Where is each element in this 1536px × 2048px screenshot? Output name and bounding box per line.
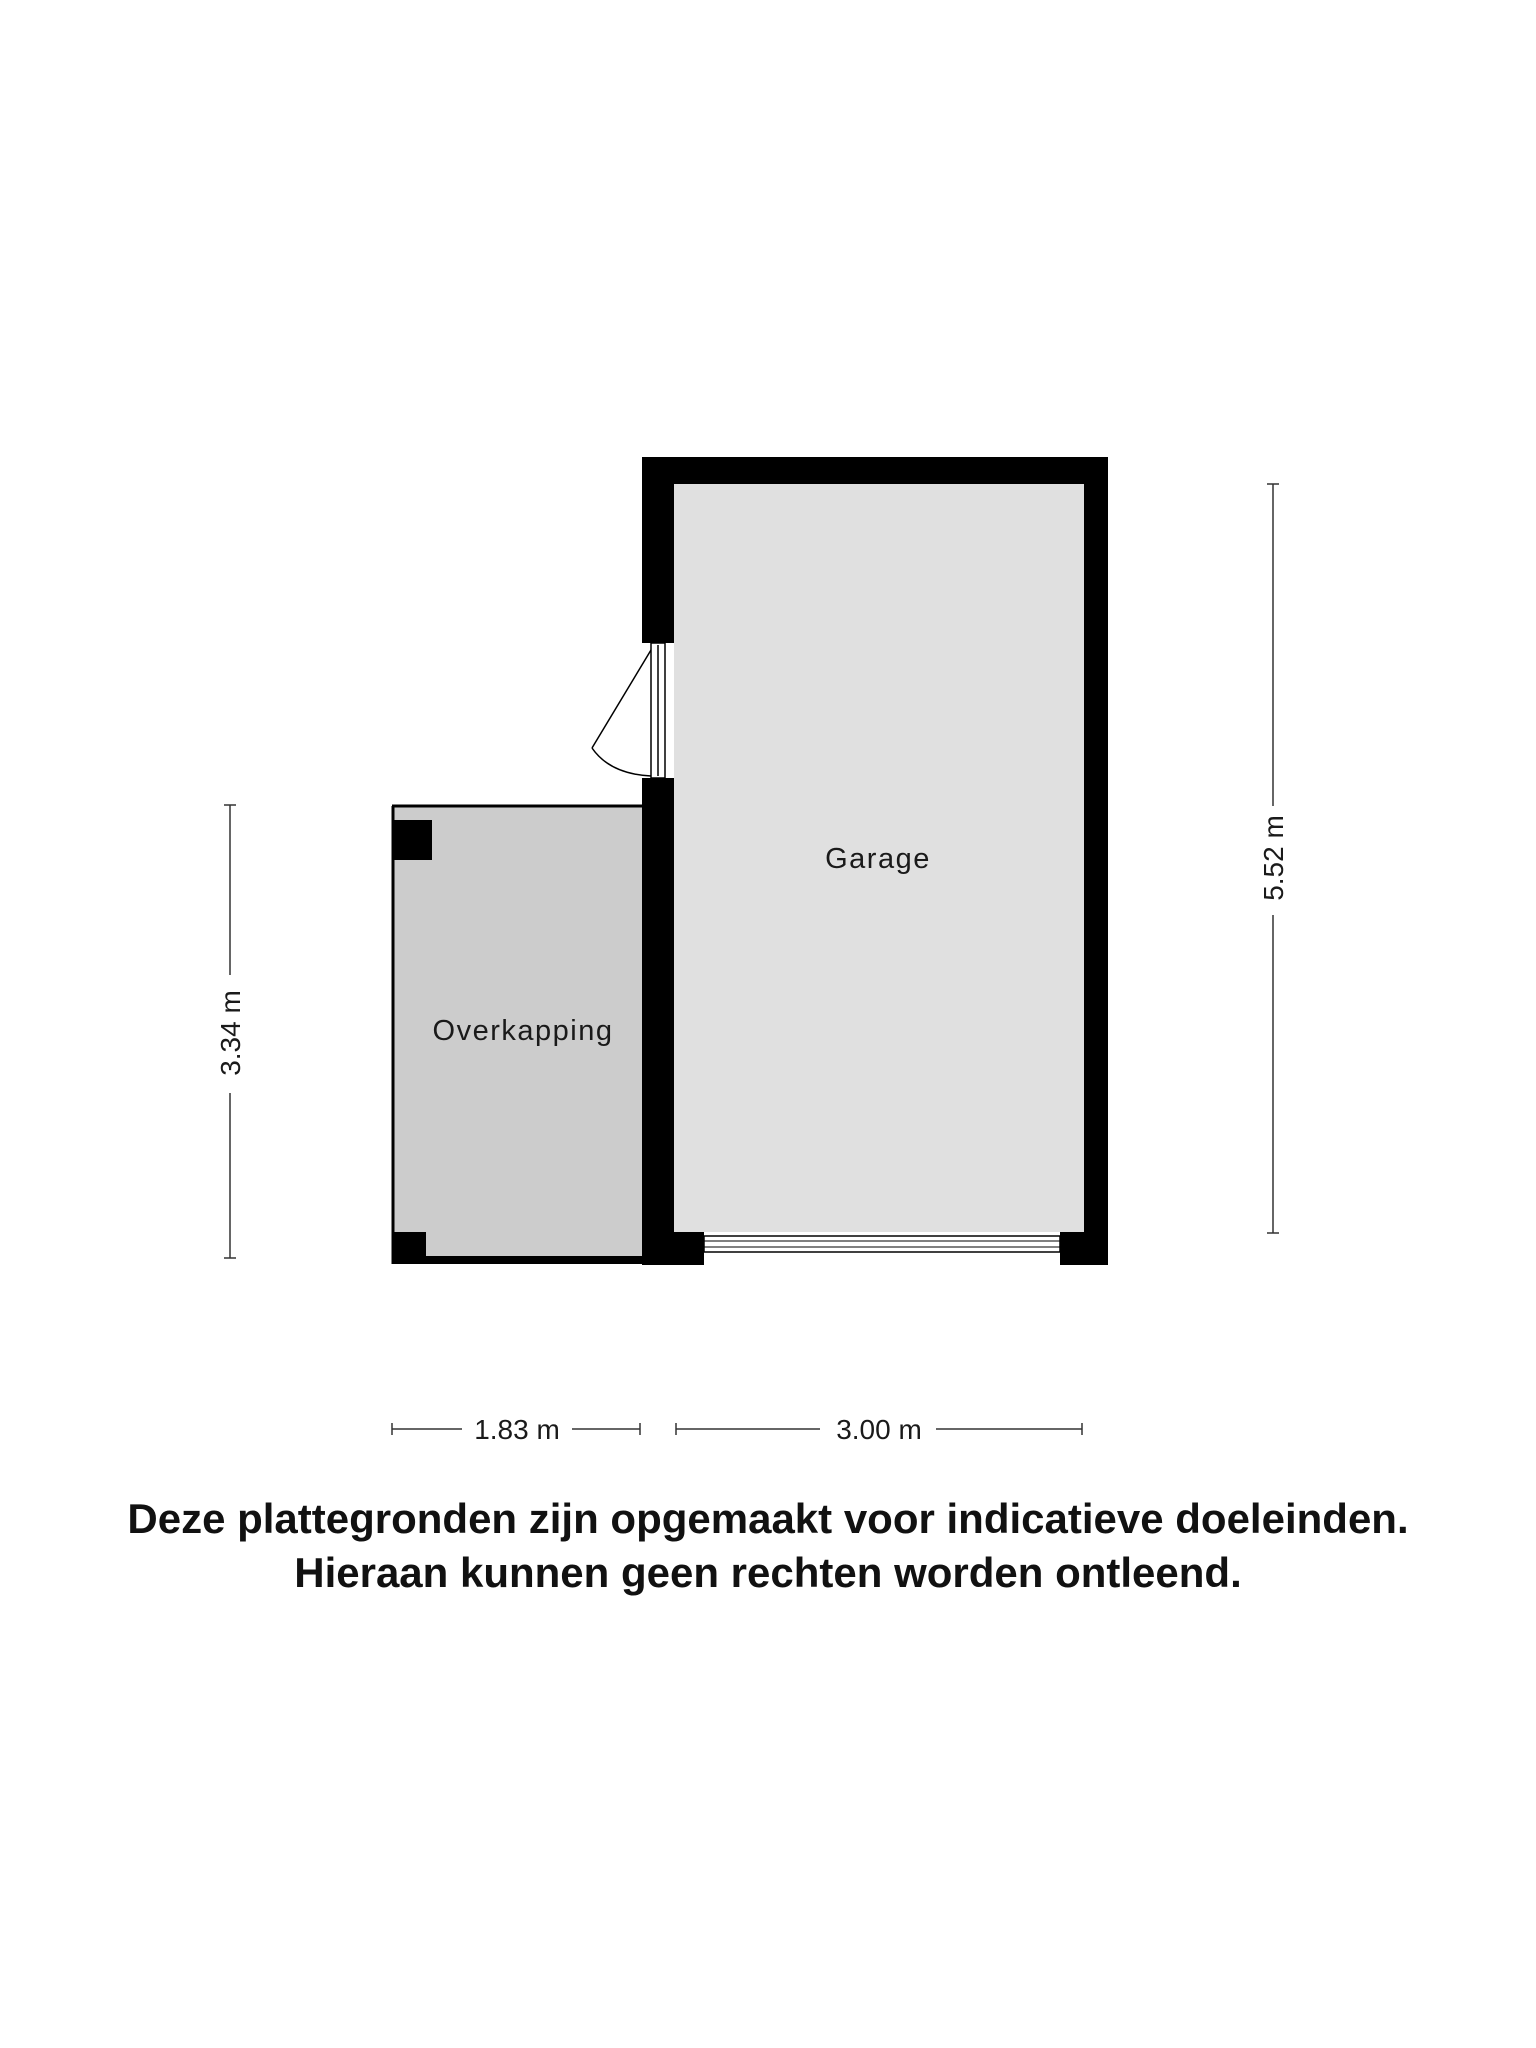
dim-garage-height-label: 5.52 m bbox=[1258, 815, 1289, 901]
garage-room bbox=[592, 457, 1108, 1265]
garage-wall-left-upper bbox=[642, 457, 674, 643]
garage-label: Garage bbox=[825, 843, 931, 875]
garage-wall-right bbox=[1084, 457, 1108, 1265]
side-door bbox=[592, 643, 665, 778]
garage-door-frame bbox=[704, 1236, 1060, 1252]
dimension-garage-width bbox=[676, 1414, 1082, 1445]
garage-corner-bottom-left bbox=[674, 1232, 704, 1265]
disclaimer-line-1: Deze plattegronden zijn opgemaakt voor indicatieve doeleinden. bbox=[127, 1495, 1409, 1542]
overkapping-post-top bbox=[392, 820, 432, 860]
side-door-swing-arc bbox=[592, 748, 651, 776]
disclaimer-line-2: Hieraan kunnen geen rechten worden ontleend. bbox=[294, 1549, 1242, 1596]
garage-wall-top bbox=[642, 457, 1108, 484]
overkapping-label: Overkapping bbox=[432, 1015, 614, 1047]
dimension-overkapping-height bbox=[215, 805, 246, 1258]
side-door-swing-leaf bbox=[592, 650, 651, 748]
overkapping-room bbox=[392, 806, 642, 1264]
overkapping-bottom-edge bbox=[392, 1256, 642, 1264]
dim-garage-width-label: 3.00 m bbox=[836, 1414, 922, 1445]
disclaimer bbox=[0, 1492, 1536, 1600]
garage-wall-left-lower bbox=[642, 778, 674, 1265]
garage-corner-bottom-right bbox=[1060, 1232, 1084, 1265]
dimension-overkapping-width bbox=[392, 1414, 640, 1445]
dim-overkapping-height-label: 3.34 m bbox=[215, 990, 246, 1076]
dim-overkapping-width-label: 1.83 m bbox=[474, 1414, 560, 1445]
garage-door bbox=[704, 1236, 1060, 1252]
dimension-garage-height bbox=[1258, 484, 1289, 1233]
